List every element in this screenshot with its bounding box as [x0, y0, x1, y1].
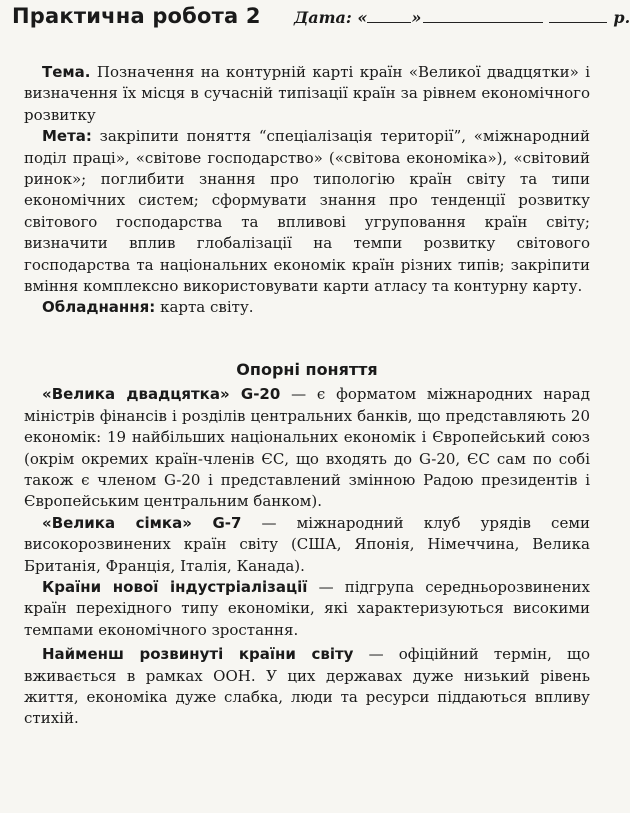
equipment-label: Обладнання:: [42, 298, 156, 317]
concept-text: — є форматом міжнародних нарад міністрів фінансів і розділів центральних банків, що представляють 20 економік: 19 найбільших національних економік і Європейський союз (окрім окремих країн-членів ЄС, що входять до G-20, ЄС сам по собі також є членом G-20 і представлений змінною Радою президентів і Європейським центральним банком).: [24, 385, 590, 511]
year-blank: [549, 8, 607, 23]
goal-text: закріпити поняття “спеціалізація території”, «міжнародний поділ праці», «світове господарство» («світова економіка»), «світовий ринок»; поглибити знання про типологію країн світу та типи економічних систем; сформувати знання про тенденції розвитку світового господарства та впливові угруповання країн світу; визначити вплив глобалізації на темпи розвитку світового господарства та національних економік країн різних типів; закріпити вміння комплексно використовувати карти атласу та контурну карту.: [24, 127, 590, 296]
concept-text: — підгрупа середньорозвинених країн перехідного типу економіки, які характеризуються високими темпами економічного зростання.: [24, 577, 590, 639]
document-body: [24, 62, 590, 730]
concept-text: — міжнародний клуб урядів семи високорозвинених країн світу (США, Японія, Німеччина, Велика Британія, Франція, Італія, Канада).: [24, 513, 590, 575]
day-blank: [367, 8, 411, 23]
equipment-paragraph: [24, 297, 590, 318]
date-open-quote: «: [357, 8, 368, 27]
concept-term: Країни нової індустріалізації: [42, 577, 308, 596]
month-blank: [423, 8, 543, 23]
goal-label: Мета:: [42, 127, 92, 146]
equipment-text: карта світу.: [160, 298, 254, 317]
topic-label: Тема.: [42, 63, 91, 81]
goal-paragraph: [24, 126, 590, 297]
concept-item: [24, 644, 590, 730]
concept-item: [24, 384, 590, 512]
concept-item: [24, 513, 590, 577]
concept-item: [24, 577, 590, 641]
year-suffix: р.: [613, 8, 630, 27]
concepts-heading: Опорні поняття: [236, 359, 378, 379]
concept-term: «Велика двадцятка» G-20: [42, 385, 281, 404]
concept-term: «Велика сімка» G-7: [42, 513, 242, 532]
date-label: Дата:: [294, 8, 352, 27]
topic-text: Позначення на контурній карті країн «Великої двадцятки» і визначення їх місця в сучасній типізації країн за рівнем економічного розвитку: [24, 63, 590, 124]
page-header: [12, 2, 630, 38]
date-close-quote: »: [411, 8, 422, 27]
page-title: Практична робота 2: [12, 4, 261, 28]
topic-paragraph: [24, 62, 590, 126]
date-line: [294, 8, 630, 27]
concept-term: Найменш розвинуті країни світу: [42, 645, 354, 664]
concept-text: — офіційний термін, що вживається в рамках ООН. У цих державах дуже низький рівень життя, економіка дуже слабка, люди та ресурси піддаються впливу стихій.: [24, 645, 590, 728]
